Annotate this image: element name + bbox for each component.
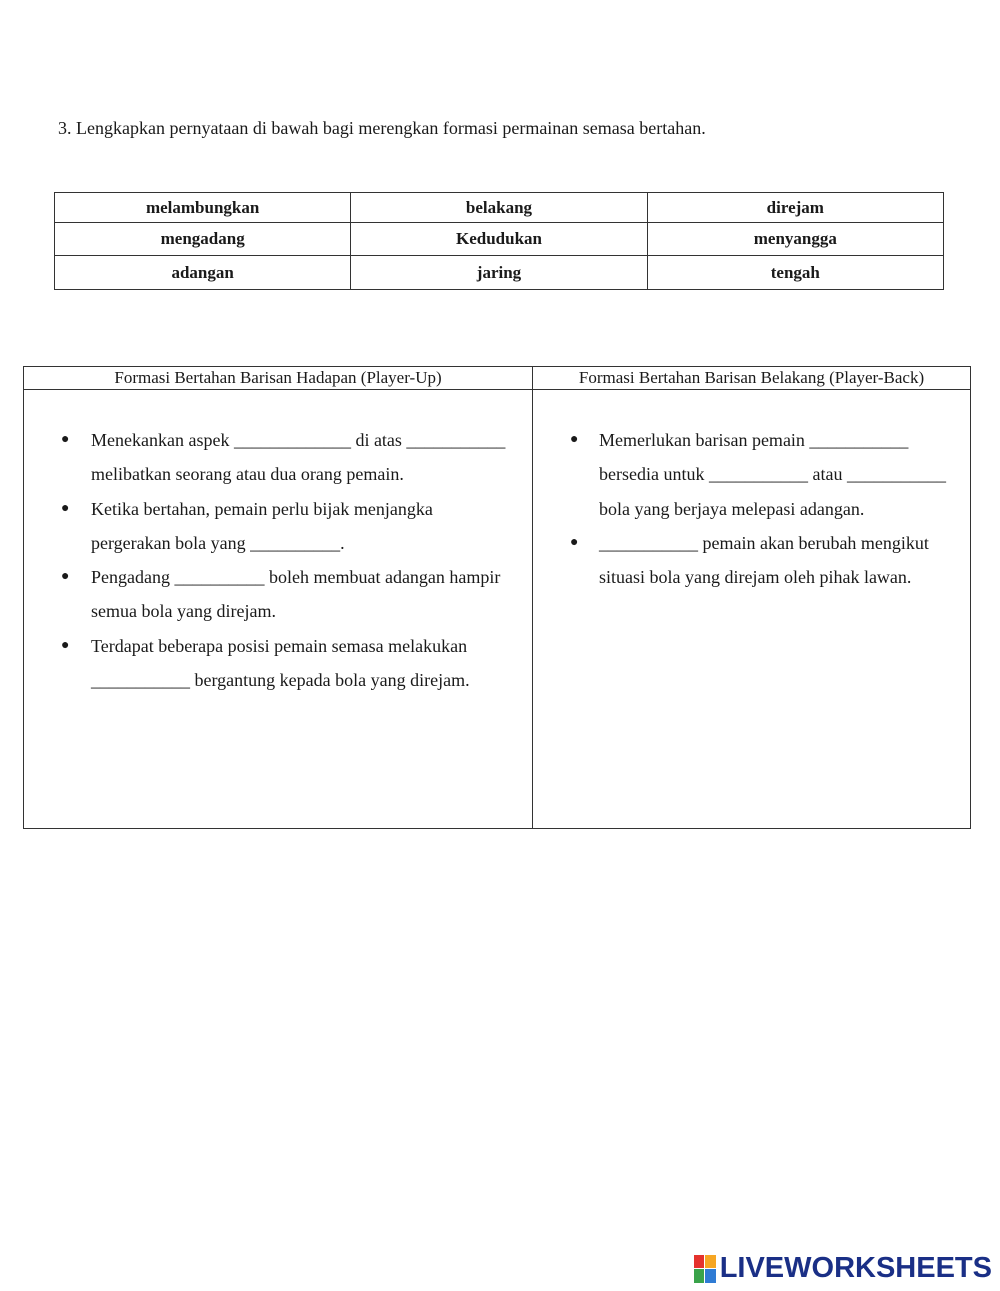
word-bank-cell: belakang	[351, 193, 647, 223]
list-item	[24, 560, 516, 629]
player-back-cell	[533, 390, 971, 829]
formasi-body-row	[24, 390, 971, 829]
logo-block	[694, 1269, 705, 1283]
logo-block	[705, 1255, 716, 1269]
player-back-list	[533, 423, 970, 594]
bullet-icon: ●	[61, 637, 70, 653]
statement-text: Ketika bertahan, pemain perlu bijak menjangka pergerakan bola yang __________.	[91, 498, 433, 553]
bullet-icon: ●	[61, 432, 70, 447]
word-bank-cell: jaring	[351, 256, 647, 290]
statement-text: Menekankan aspek _____________ di atas ___________ melibatkan seorang atau dua orang pemain.	[91, 430, 506, 485]
question-text: 3. Lengkapkan pernyataan di bawah bagi merengkan formasi permainan semasa bertahan.	[58, 118, 706, 138]
statement-text: Terdapat beberapa posisi pemain semasa melakukan ___________ bergantung kepada bola yang direjam.	[91, 635, 470, 691]
brand-name: LIVEWORKSHEETS	[719, 1252, 992, 1284]
word-bank-cell: melambungkan	[55, 193, 351, 223]
list-item	[24, 492, 516, 561]
word-bank-table	[54, 192, 944, 290]
list-item	[533, 526, 949, 595]
bullet-icon: ●	[570, 534, 579, 550]
liveworksheets-brand	[694, 1252, 992, 1285]
liveworksheets-logo-icon	[694, 1255, 716, 1283]
bullet-icon: ●	[61, 500, 70, 516]
word-bank-cell: direjam	[647, 193, 943, 223]
statement-text: Pengadang __________ boleh membuat adangan hampir semua bola yang direjam.	[91, 567, 501, 622]
word-bank-row	[55, 223, 944, 256]
logo-block	[694, 1255, 705, 1269]
statement-text: ___________ pemain akan berubah mengikut situasi bola yang direjam oleh pihak lawan.	[599, 532, 929, 588]
formasi-table	[23, 366, 971, 829]
word-bank-cell: mengadang	[55, 223, 351, 256]
statement-text: Memerlukan barisan pemain ___________ bersedia untuk ___________ atau ___________ bola yang berjaya melepasi adangan.	[599, 430, 946, 519]
list-item	[24, 423, 516, 492]
list-item	[533, 423, 949, 526]
word-bank-row	[55, 256, 944, 290]
word-bank-cell: adangan	[55, 256, 351, 290]
player-up-header: Formasi Bertahan Barisan Hadapan (Player-Up)	[24, 367, 533, 390]
formasi-header-row	[24, 367, 971, 390]
word-bank-cell: menyangga	[647, 223, 943, 256]
player-up-list	[24, 423, 532, 697]
player-back-header: Formasi Bertahan Barisan Belakang (Player-Back)	[533, 367, 971, 390]
bullet-icon: ●	[61, 569, 70, 585]
word-bank-cell: tengah	[647, 256, 943, 290]
bullet-icon: ●	[570, 432, 579, 447]
list-item	[24, 629, 516, 698]
word-bank-cell: Kedudukan	[351, 223, 647, 256]
logo-block	[705, 1269, 716, 1283]
player-up-cell	[24, 390, 533, 829]
word-bank-row	[55, 193, 944, 223]
